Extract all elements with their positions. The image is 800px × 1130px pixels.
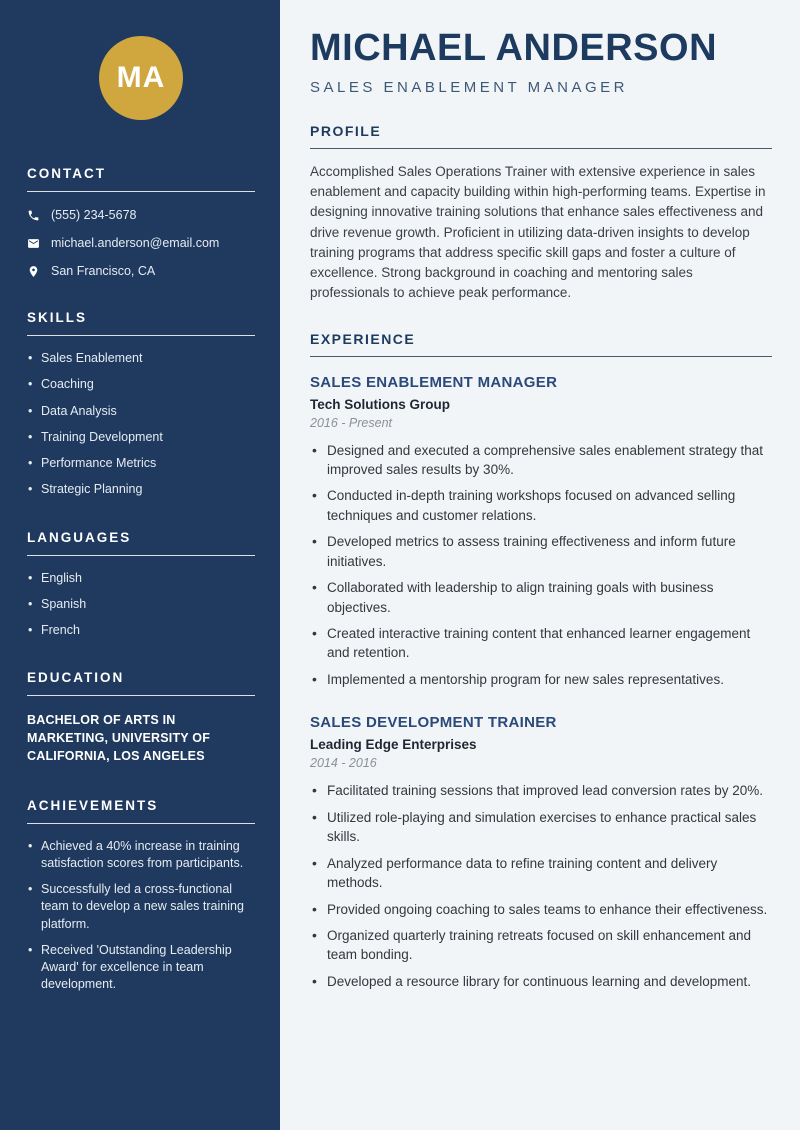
phone-icon bbox=[27, 209, 40, 222]
job-bullet: • Provided ongoing coaching to sales teams to enhance their effectiveness. bbox=[310, 900, 772, 919]
job-bullet: • Created interactive training content that enhanced learner engagement and retention. bbox=[310, 624, 772, 663]
job-bullet-list bbox=[310, 441, 772, 690]
job-bullet: • Conducted in-depth training workshops focused on advanced selling techniques and customer relations. bbox=[310, 486, 772, 525]
location-icon bbox=[27, 265, 40, 278]
job-title: SALES DEVELOPMENT TRAINER bbox=[310, 714, 557, 732]
heading-divider bbox=[27, 335, 255, 336]
contact-phone-row bbox=[27, 208, 255, 222]
job-company: Tech Solutions Group bbox=[310, 396, 450, 412]
resume-sidebar bbox=[0, 0, 280, 1130]
contact-heading: CONTACT bbox=[27, 166, 106, 181]
skill-item: • Training Development bbox=[27, 429, 255, 445]
heading-divider bbox=[27, 555, 255, 556]
languages-section bbox=[27, 530, 255, 639]
skill-item: • Performance Metrics bbox=[27, 455, 255, 471]
job-bullet: • Utilized role-playing and simulation exercises to enhance practical sales skills. bbox=[310, 808, 772, 847]
job-bullet: • Implemented a mentorship program for new sales representatives. bbox=[310, 670, 772, 689]
job-dates: 2014 - 2016 bbox=[310, 756, 377, 771]
skills-section bbox=[27, 310, 255, 498]
contact-phone-text: (555) 234-5678 bbox=[51, 208, 137, 222]
experience-section bbox=[310, 331, 772, 992]
achievements-heading: ACHIEVEMENTS bbox=[27, 797, 159, 813]
skill-item: • Sales Enablement bbox=[27, 350, 255, 366]
heading-divider bbox=[27, 823, 255, 824]
achievement-item: • Achieved a 40% increase in training satisfaction scores from participants. bbox=[27, 838, 255, 873]
contact-email-text: michael.anderson@email.com bbox=[51, 236, 220, 250]
skill-item: • Data Analysis bbox=[27, 403, 255, 419]
job-bullet: • Designed and executed a comprehensive sales enablement strategy that improved sales results by 30%. bbox=[310, 441, 772, 480]
job-bullet: • Developed metrics to assess training effectiveness and inform future initiatives. bbox=[310, 532, 772, 571]
languages-heading: LANGUAGES bbox=[27, 529, 132, 545]
job-title: SALES ENABLEMENT MANAGER bbox=[310, 373, 558, 391]
resume-main bbox=[280, 0, 800, 1130]
heading-divider bbox=[27, 191, 255, 192]
contact-list bbox=[27, 208, 255, 278]
contact-location-row bbox=[27, 264, 255, 278]
skills-heading: SKILLS bbox=[27, 310, 88, 325]
achievement-item: • Received 'Outstanding Leadership Award' for excellence in team development. bbox=[27, 942, 255, 994]
job-bullet: • Developed a resource library for continuous learning and development. bbox=[310, 972, 772, 991]
avatar bbox=[99, 36, 183, 120]
language-item: • French bbox=[27, 622, 255, 638]
email-icon bbox=[27, 237, 40, 250]
language-item: • English bbox=[27, 570, 255, 586]
skill-item: • Strategic Planning bbox=[27, 481, 255, 497]
education-degree: BACHELOR OF ARTS IN MARKETING, UNIVERSITY OF CALIFORNIA, LOS ANGELES bbox=[27, 713, 211, 763]
achievements-list bbox=[27, 838, 255, 994]
language-item: • Spanish bbox=[27, 596, 255, 612]
job-bullet: • Collaborated with leadership to align training goals with business objectives. bbox=[310, 578, 772, 617]
contact-email-row bbox=[27, 236, 255, 250]
job-bullet: • Analyzed performance data to refine training content and delivery methods. bbox=[310, 854, 772, 893]
job-bullet: • Facilitated training sessions that improved lead conversion rates by 20%. bbox=[310, 781, 772, 800]
experience-job-2 bbox=[310, 714, 772, 991]
skill-item: • Coaching bbox=[27, 376, 255, 392]
person-job-title: SALES ENABLEMENT MANAGER bbox=[310, 78, 628, 96]
profile-text: Accomplished Sales Operations Trainer with extensive experience in sales enablement and capacity building within high-performing teams. Expertise in designing innovative training solutions that enhance sales effectiveness and drive revenue growth. Proficient in utilizing data-driven insights to develop training programs that address specific skill gaps and foster a culture of excellence. Strong background in coaching and mentoring sales professionals to achieve peak performance. bbox=[310, 163, 766, 301]
heading-divider bbox=[27, 695, 255, 696]
job-bullet-list bbox=[310, 781, 772, 991]
achievements-section bbox=[27, 798, 255, 994]
education-heading: EDUCATION bbox=[27, 670, 125, 686]
languages-list bbox=[27, 570, 255, 639]
experience-heading: EXPERIENCE bbox=[310, 331, 772, 357]
job-bullet: • Organized quarterly training retreats focused on skill enhancement and team bonding. bbox=[310, 926, 772, 965]
contact-section bbox=[27, 166, 255, 278]
job-dates: 2016 - Present bbox=[310, 415, 392, 430]
job-company: Leading Edge Enterprises bbox=[310, 737, 477, 753]
achievement-item: • Successfully led a cross-functional team to develop a new sales training platform. bbox=[27, 881, 255, 933]
education-section bbox=[27, 670, 255, 765]
profile-section bbox=[310, 123, 772, 304]
person-name: MICHAEL ANDERSON bbox=[310, 27, 718, 69]
experience-job-1 bbox=[310, 374, 772, 690]
contact-location-text: San Francisco, CA bbox=[51, 264, 156, 278]
skills-list bbox=[27, 350, 255, 498]
avatar-initials: MA bbox=[116, 61, 166, 94]
profile-heading: PROFILE bbox=[310, 123, 772, 149]
